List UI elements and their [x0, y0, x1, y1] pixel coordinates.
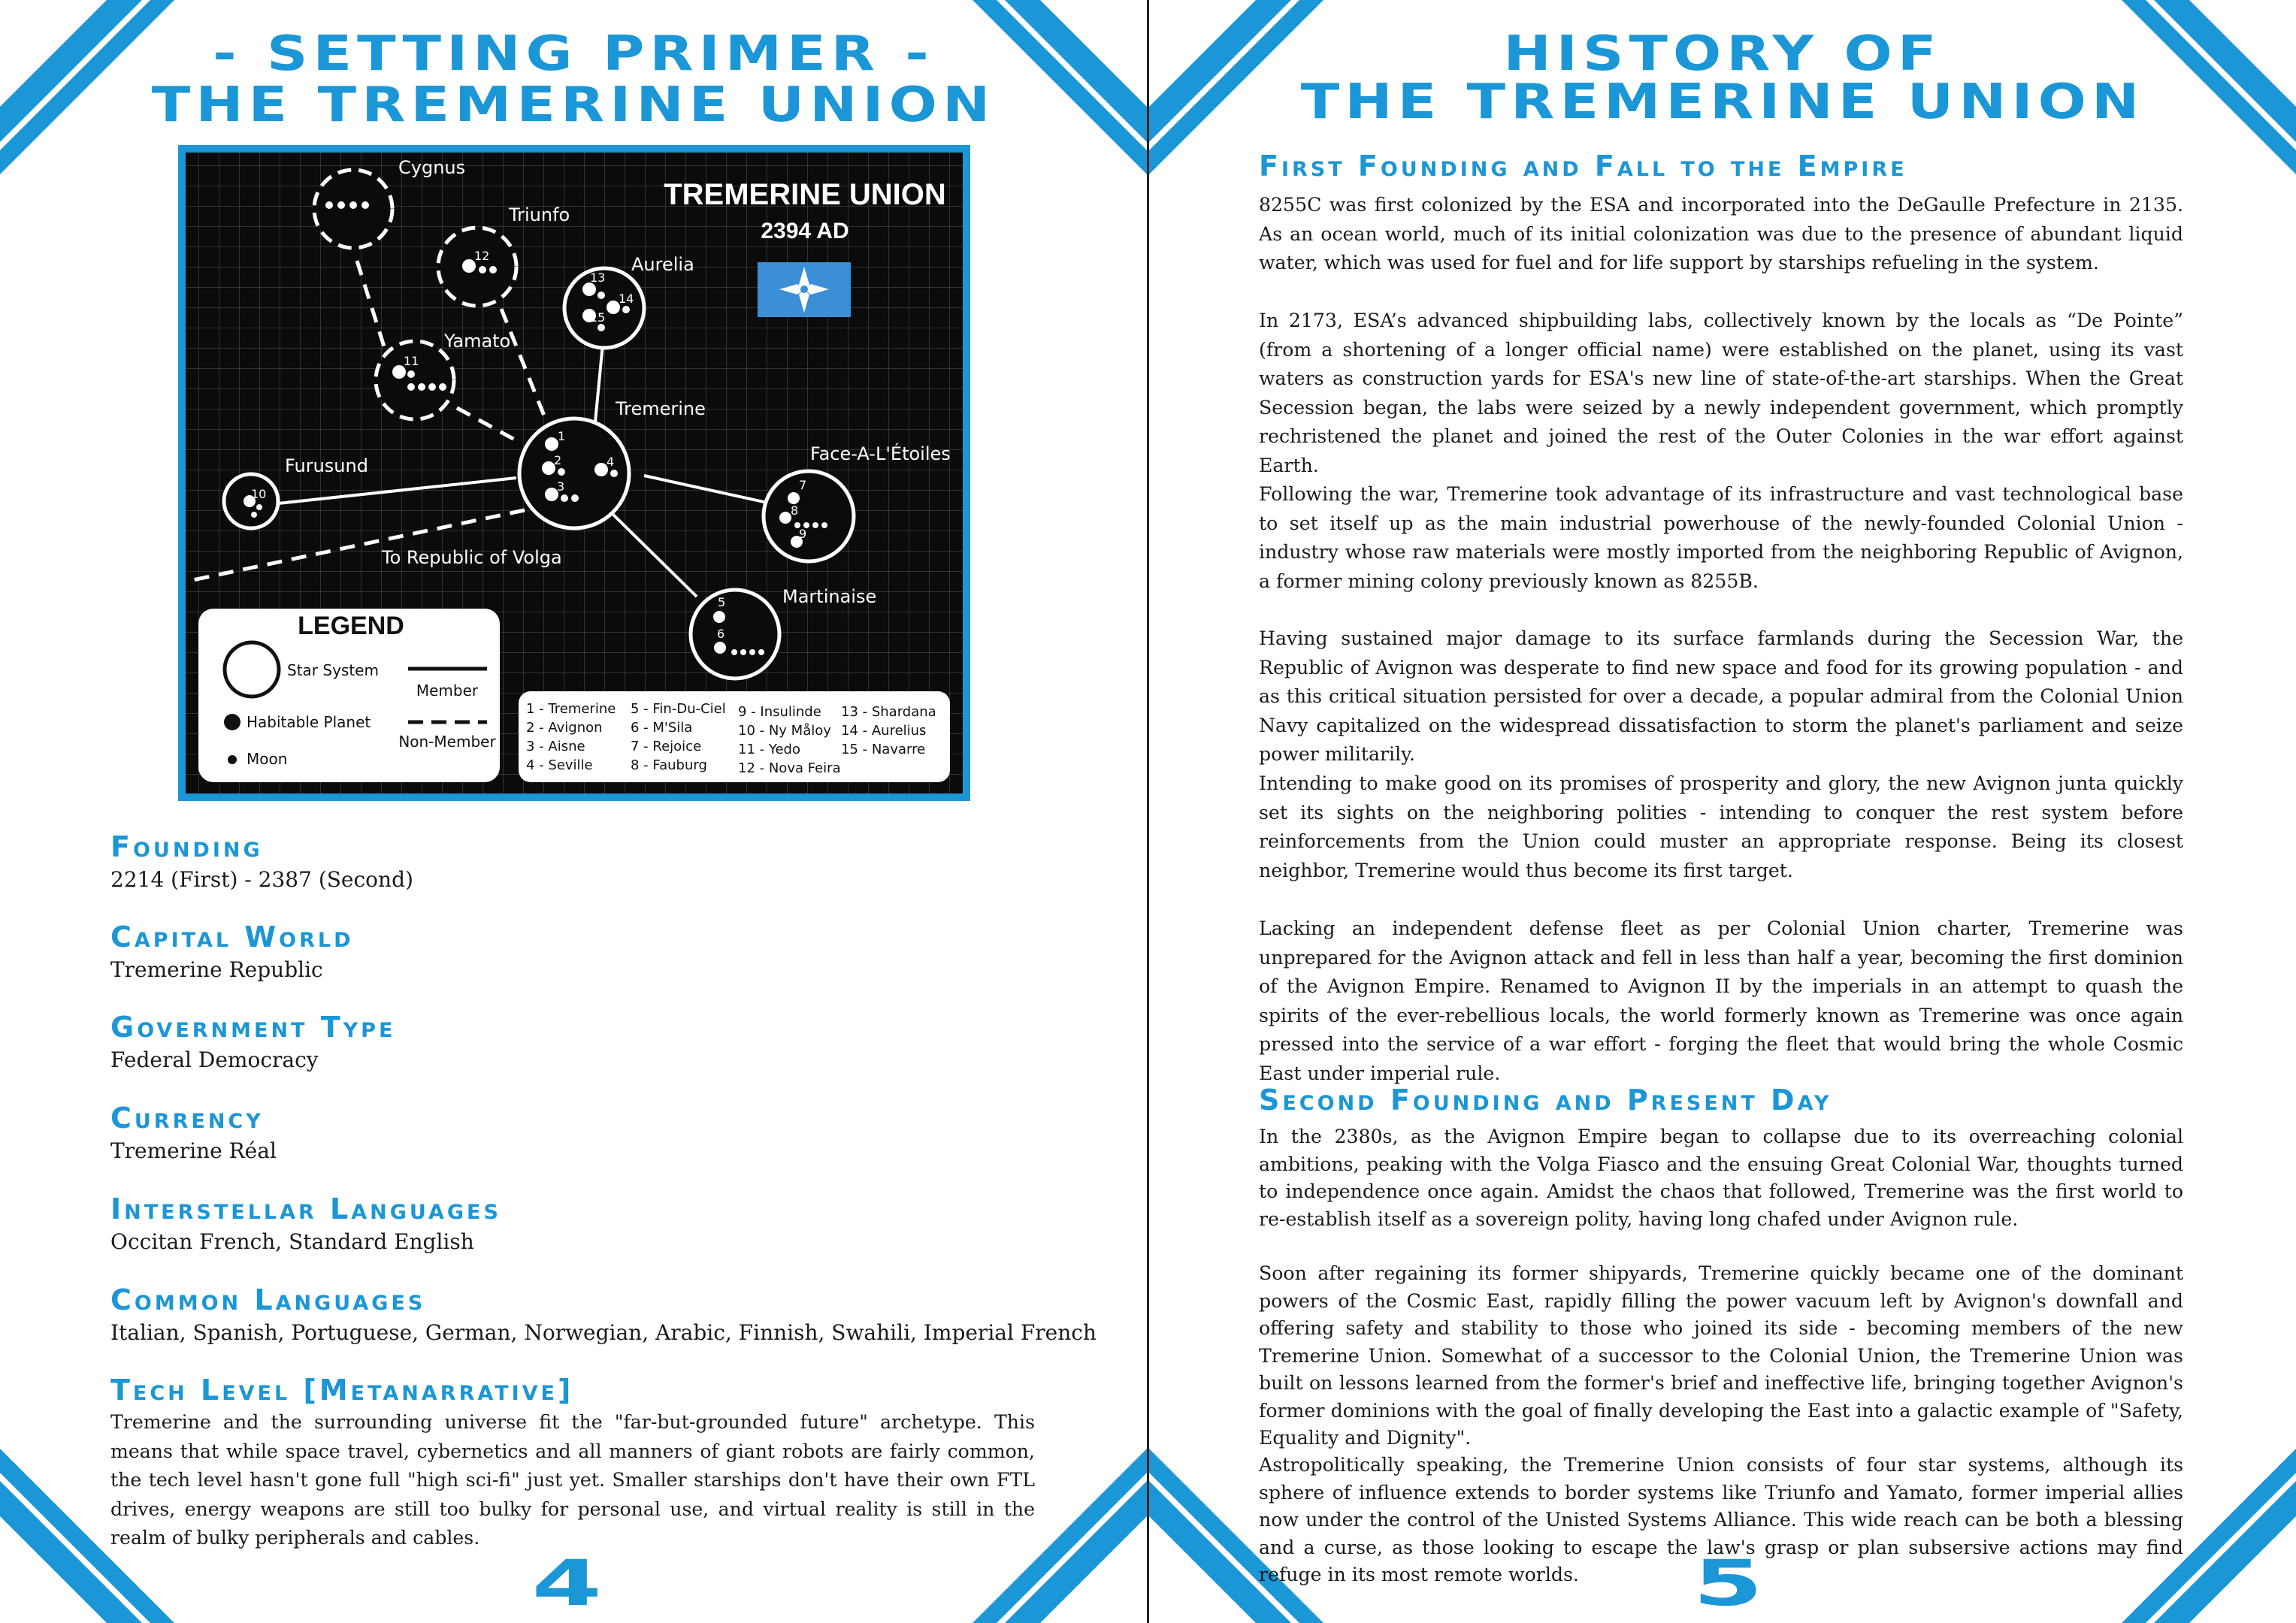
- legend-planet-icon: [224, 714, 240, 730]
- legend-moon-icon: [228, 755, 237, 764]
- planet-num-3: 3: [557, 479, 565, 494]
- planet-num-2: 2: [554, 453, 562, 467]
- label-tremerine: Tremerine: [616, 398, 706, 419]
- planet-key-entry: 4 - Seville: [526, 757, 593, 773]
- planet-key-entry: 7 - Rejoice: [631, 739, 702, 754]
- heading-first-founding: First Founding and Fall to the Empire: [1259, 150, 1907, 183]
- planet-key-entry: 3 - Aisne: [526, 739, 585, 754]
- page-number-right: 5: [1693, 1546, 1763, 1620]
- planet-num-6: 6: [717, 627, 725, 641]
- page-title-line1: HISTORY OF: [1503, 26, 1942, 82]
- value-government-type: Federal Democracy: [110, 1047, 319, 1072]
- paragraph-first-founding-2: In 2173, ESA’s advanced shipbuilding labs, collectively known by the locals as “De Pointe” (from a shortening of a longer official name) were established on the planet, using its vast waters as construction yards for ESA's new line of state-of-the-art starships. When the Great Secession began, the labs were seized by a newly independent government, which promptly rechristened the planet and joined the rest of the Outer Colonies in the war effort against Earth.: [1259, 310, 2183, 476]
- label-aurelia: Aurelia: [631, 254, 694, 275]
- planet-key-entry: 14 - Aurelius: [841, 723, 927, 739]
- heading-tech-level: Tech Level [Metanarrative]: [110, 1374, 574, 1407]
- legend-title: LEGEND: [298, 612, 404, 640]
- planet-key-entry: 8 - Fauburg: [631, 757, 707, 773]
- value-currency: Tremerine Réal: [110, 1138, 277, 1163]
- label-triunfo: Triunfo: [509, 204, 570, 225]
- planet-num-13: 13: [590, 270, 606, 285]
- page-number-left: 4: [531, 1546, 602, 1620]
- planet-key-entry: 5 - Fin-Du-Ciel: [631, 701, 726, 717]
- paragraph-second-founding-3: Astropolitically speaking, the Tremerine Union consists of four star systems, although its sphere of influence extends to border systems like Triunfo and Yamato, former imperial allies now under the control of the Unisted Systems Alliance. This wide reach can be both a blessing and a curse, as those looking to escape the law's grasp or plan subsersive actions may find refuge in its most remote worlds.: [1259, 1454, 2183, 1585]
- heading-capital-world: Capital World: [110, 920, 354, 954]
- legend-member: Member: [416, 682, 479, 700]
- planet-key-entry: 15 - Navarre: [841, 742, 926, 757]
- value-founding: 2214 (First) - 2387 (Second): [110, 867, 413, 892]
- planet-key-entry: 10 - Ny Måloy: [738, 723, 831, 739]
- planet-num-7: 7: [799, 478, 807, 492]
- star-map: [178, 145, 970, 801]
- heading-interstellar-languages: Interstellar Languages: [110, 1192, 501, 1226]
- planet-num-4: 4: [607, 455, 615, 469]
- label-route-volga: To Republic of Volga: [382, 547, 562, 568]
- map-title: TREMERINE UNION: [664, 178, 946, 211]
- planet-key-entry: 12 - Nova Feira: [738, 760, 841, 776]
- planet-key-entry: 1 - Tremerine: [526, 701, 616, 717]
- value-common-languages: Italian, Spanish, Portuguese, German, Norwegian, Arabic, Finnish, Swahili, Imperial French: [110, 1320, 1097, 1345]
- tech-level-text: Tremerine and the surrounding universe fit the "far-but-grounded future" archetype. This means that while space travel, cybernetics and all manners of giant robots are fairly common, the tech level hasn't gone full "high sci-fi" just yet. Smaller starships don't have their own FTL drives, energy weapons are still too bulky for personal use, and virtual reality is still in the realm of bulky peripherals and cables.: [110, 1411, 1035, 1549]
- legend-habitable-planet: Habitable Planet: [247, 713, 371, 731]
- legend-star-system-icon: [225, 642, 279, 697]
- planet-num-9: 9: [799, 527, 807, 541]
- label-martinaise: Martinaise: [782, 586, 877, 607]
- page-title-line1: - SETTING PRIMER -: [213, 26, 934, 82]
- value-capital-world: Tremerine Republic: [110, 957, 323, 982]
- heading-government-type: Government Type: [110, 1011, 396, 1044]
- planet-num-10: 10: [251, 487, 267, 501]
- paragraph-first-founding-4: Having sustained major damage to its surface farmlands during the Secession War, the Republic of Avignon was desperate to find new space and food for its growing population - and as this critical situation persisted for over a decade, a popular admiral from the Colonial Union Navy capitalized on the widespread dissatisfaction to storm the planet's parliament and seize power militarily.: [1259, 627, 2183, 765]
- planet-key-entry: 9 - Insulinde: [738, 704, 821, 720]
- map-year: 2394 AD: [761, 219, 849, 243]
- page-title-line2: THE TREMERINE UNION: [151, 77, 996, 133]
- system-martinaise: [691, 590, 779, 679]
- paragraph-first-founding-5: Intending to make good on its promises of prosperity and glory, the new Avignon junta quickly set its sights on the neighboring polities - intending to conquer the rest system before reinforcements from the Union could muster an appropriate response. Being its closest neighbor, Tremerine would thus become its first target.: [1259, 772, 2183, 881]
- planet-num-1: 1: [558, 429, 566, 443]
- legend-star-system: Star System: [287, 661, 379, 679]
- label-yamato: Yamato: [444, 331, 511, 352]
- planet-num-15: 15: [590, 310, 606, 325]
- label-cygnus: Cygnus: [398, 157, 466, 178]
- planet-num-14: 14: [619, 292, 634, 306]
- paragraph-second-founding-1: In the 2380s, as the Avignon Empire began to collapse due to its overreaching colonial ambitions, peaking with the Volga Fiasco and the ensuing Great Colonial War, thoughts turned to independence once again. Amidst the chaos that followed, Tremerine was the first world to re-establish itself as a sovereign polity, having long chafed under Avignon rule.: [1259, 1126, 2183, 1230]
- planet-key-entry: 13 - Shardana: [841, 704, 936, 720]
- legend-moon: Moon: [247, 750, 288, 768]
- paragraph-first-founding-1: 8255C was first colonized by the ESA and incorporated into the DeGaulle Prefecture in 2135. As an ocean world, much of its initial colonization was due to the presence of abundant liquid water, which was used for fuel and for life support by starships refueling in the system.: [1259, 194, 2183, 274]
- paragraph-first-founding-3: Following the war, Tremerine took advantage of its infrastructure and vast technological base to set itself up as the main industrial powerhouse of the newly-founded Colonial Union - industry whose raw materials were mostly imported from the neighboring Republic of Avignon, a former mining colony previously known as 8255B.: [1259, 483, 2183, 592]
- heading-common-languages: Common Languages: [110, 1283, 426, 1316]
- heading-currency: Currency: [110, 1102, 264, 1135]
- page-title-line2: THE TREMERINE UNION: [1300, 74, 2145, 130]
- label-face: Face-A-L'Étoiles: [810, 443, 951, 464]
- heading-founding: Founding: [110, 830, 263, 863]
- value-interstellar-languages: Occitan French, Standard English: [110, 1229, 474, 1254]
- system-face: [764, 471, 854, 561]
- planet-num-8: 8: [791, 503, 799, 518]
- heading-second-founding: Second Founding and Present Day: [1259, 1084, 1832, 1117]
- label-furusund: Furusund: [285, 455, 368, 476]
- planet-num-12: 12: [474, 249, 490, 263]
- planet-num-11: 11: [404, 354, 419, 368]
- planet-key-entry: 11 - Yedo: [738, 742, 800, 757]
- legend-non-member: Non-Member: [398, 733, 496, 751]
- paragraph-first-founding-6: Lacking an independent defense fleet as per Colonial Union charter, Tremerine was unprepared for the Avignon attack and fell in less than half a year, becoming the first dominion of the Avignon Empire. Renamed to Avignon II by the imperials in an attempt to quash the spirits of the ever-rebellious locals, the world formerly known as Tremerine was once again pressed into the service of a war effort - forging the fleet that would bring the whole Cosmic East under imperial rule.: [1259, 917, 2183, 1084]
- planet-num-5: 5: [718, 595, 726, 609]
- planet-key-entry: 2 - Avignon: [526, 720, 603, 736]
- planet-key-entry: 6 - M'Sila: [631, 720, 693, 736]
- system-triunfo: [438, 228, 516, 306]
- paragraph-second-founding-2: Soon after regaining its former shipyards, Tremerine quickly became one of the dominant powers of the Cosmic East, rapidly filling the power vacuum left by Avignon's downfall and offering safety and stability to those who joined its side - becoming members of the new Tremerine Union. Somewhat of a successor to the Colonial Union, the Tremerine Union was built on lessons learned from the former's brief and ineffective life, bringing together Avignon's former dominions with the goal of finally developing the East into a galactic example of "Safety, Equality and Dignity".: [1259, 1262, 2183, 1449]
- left-page: [0, 0, 1147, 1623]
- system-yamato: [376, 341, 454, 419]
